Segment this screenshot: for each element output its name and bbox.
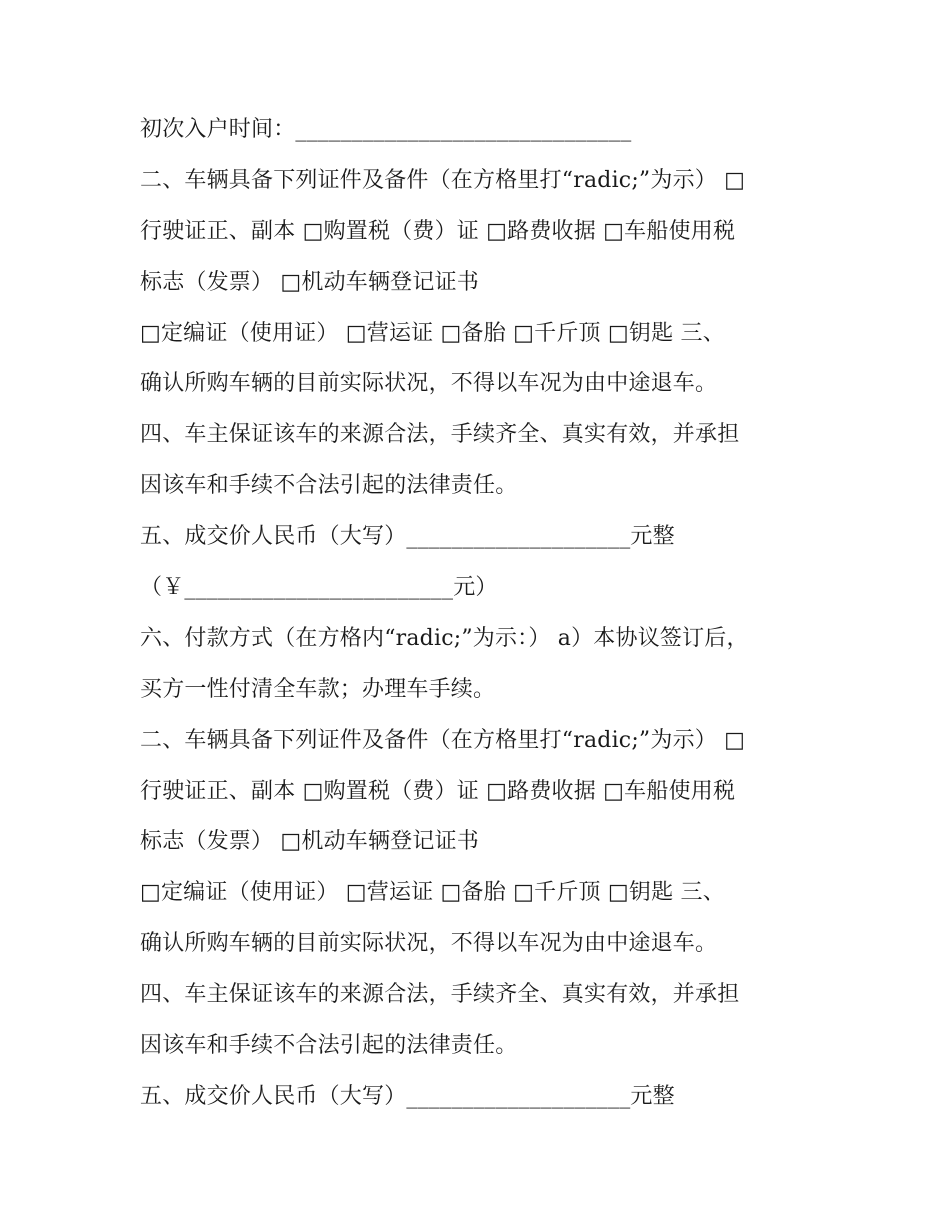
documents-list-line-1-repeat: 行驶证正、副本 □购置税（费）证 □路费收据 □车船使用税 — [140, 778, 736, 804]
transaction-price-figure-line: （￥________________________元） — [140, 575, 498, 601]
owner-guarantee-line-1: 四、车主保证该车的来源合法，手续齐全、真实有效，并承担 — [140, 422, 740, 448]
payment-method-line-2: 买方一性付清全车款；办理车手续。 — [140, 676, 496, 702]
transaction-price-words-line: 五、成交价人民币（大写）____________________元整 — [140, 524, 675, 550]
first-registration-date-line: 初次入户时间：______________________________ — [140, 117, 632, 142]
payment-method-line-1: 六、付款方式（在方格内“radic;”为示：） a）本协议签订后， — [140, 625, 749, 651]
documents-list-line-2-repeat: 标志（发票） □机动车辆登记证书 — [140, 829, 479, 855]
documents-list-line-1: 行驶证正、副本 □购置税（费）证 □路费收据 □车船使用税 — [140, 218, 736, 244]
documents-list-line-2: 标志（发票） □机动车辆登记证书 — [140, 269, 479, 295]
owner-guarantee-line-1-repeat: 四、车主保证该车的来源合法，手续齐全、真实有效，并承担 — [140, 982, 740, 1008]
accessories-list-line: □定编证（使用证） □营运证 □备胎 □千斤顶 □钥匙 三、 — [140, 320, 725, 346]
vehicle-condition-line: 确认所购车辆的目前实际状况，不得以车况为由中途退车。 — [140, 371, 718, 397]
accessories-list-line-repeat: □定编证（使用证） □营运证 □备胎 □千斤顶 □钥匙 三、 — [140, 880, 725, 906]
owner-guarantee-line-2-repeat: 因该车和手续不合法引起的法律责任。 — [140, 1033, 518, 1059]
owner-guarantee-line-2: 因该车和手续不合法引起的法律责任。 — [140, 473, 518, 499]
document-body — [140, 105, 830, 1123]
documents-accessories-heading-line-repeat: 二、车辆具备下列证件及备件（在方格里打“radic;”为示） □ — [140, 727, 746, 753]
documents-accessories-heading-line: 二、车辆具备下列证件及备件（在方格里打“radic;”为示） □ — [140, 167, 746, 193]
vehicle-condition-line-repeat: 确认所购车辆的目前实际状况，不得以车况为由中途退车。 — [140, 931, 718, 957]
transaction-price-words-line-repeat: 五、成交价人民币（大写）____________________元整 — [140, 1083, 675, 1109]
